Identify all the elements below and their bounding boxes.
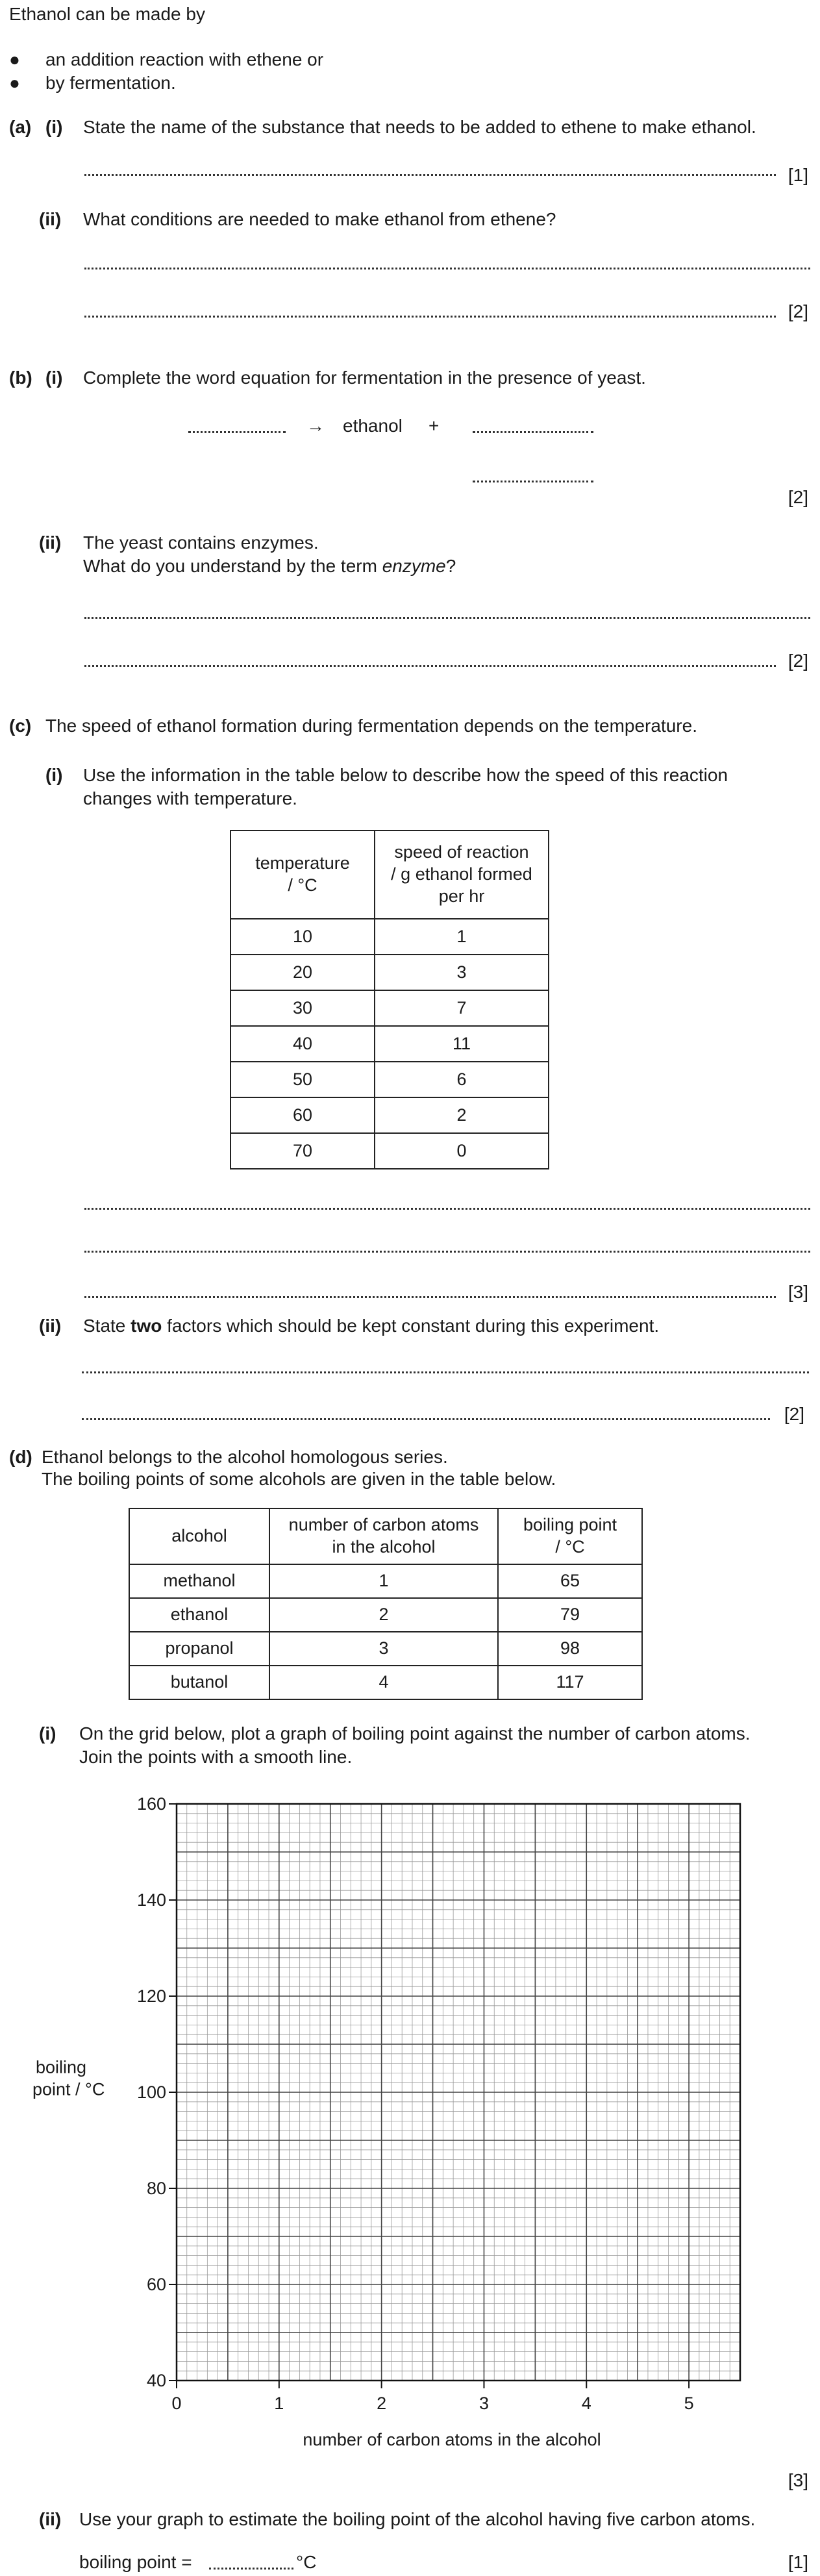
y-tick-label: 60 [146,2275,166,2294]
mark-d-i: [3] [788,2470,808,2490]
part-c-i-label: (i) [45,765,63,785]
part-a-label: (a) [9,117,32,137]
term-enzyme: enzyme [382,556,446,576]
y-tick-label: 80 [146,2179,166,2198]
answer-line-b-ii-1[interactable] [84,617,810,619]
part-d-label: (d) [9,1447,32,1467]
part-b-ii-label: (ii) [39,532,62,553]
cell-speed: 1 [375,919,549,955]
cell-temp: 40 [230,1026,375,1062]
cell-alcohol: propanol [129,1632,269,1666]
mark-b-ii: [2] [788,651,808,671]
table-row [230,1133,549,1169]
answer-line-c-i-3[interactable] [84,1296,776,1298]
equation-reactant-blank[interactable] [188,431,286,433]
bullet-addition: an addition reaction with ethene or [45,49,324,69]
part-d-i-line2: Join the points with a smooth line. [79,1747,353,1767]
table-row [230,1097,549,1133]
x-tick-label: 4 [581,2394,591,2413]
cell-temp: 20 [230,955,375,990]
header-alcohol: alcohol [129,1508,269,1564]
answer-line-a-ii-1[interactable] [84,268,810,269]
equation-product-blank[interactable] [473,431,593,433]
bullet-fermentation: by fermentation. [45,73,176,93]
mark-a-ii: [2] [788,301,808,321]
cell-alcohol: ethanol [129,1598,269,1632]
mark-c-ii: [2] [784,1404,804,1424]
part-c-i-line1: Use the information in the table below to describe how the speed of this reaction [83,765,728,785]
cell-temp: 10 [230,919,375,955]
bullet-icon: ● [9,73,20,93]
part-d-i-line1: On the grid below, plot a graph of boiling point against the number of carbon atoms. [79,1723,751,1744]
part-d-ii-label: (ii) [39,2509,62,2529]
table-row [230,990,549,1026]
cell-bp: 65 [498,1564,642,1598]
table-row [129,1598,642,1632]
part-c-ii-label: (ii) [39,1316,62,1336]
cell-alcohol: butanol [129,1666,269,1699]
part-b-ii-line2: What do you understand by the term enzyme? [83,556,456,576]
cell-temp: 50 [230,1062,375,1097]
part-a-i-label: (i) [45,117,63,137]
part-d-line1: Ethanol belongs to the alcohol homologous series. [42,1447,448,1467]
header-carbon-atoms: number of carbon atoms in the alcohol [269,1508,498,1564]
header-speed: speed of reaction / g ethanol formed per hr [375,831,549,919]
x-tick-label: 2 [377,2394,387,2413]
cell-temp: 60 [230,1097,375,1133]
y-axis-label-line2: point / °C [32,2079,105,2099]
mark-d-ii: [1] [788,2552,808,2572]
cell-alcohol: methanol [129,1564,269,1598]
cell-carbon: 4 [269,1666,498,1699]
equation-plus: + [429,416,440,436]
cell-temp: 70 [230,1133,375,1169]
part-d-ii-answer-unit: °C [296,2552,317,2572]
part-d-ii-question: Use your graph to estimate the boiling point of the alcohol having five carbon atoms. [79,2509,756,2529]
cell-bp: 79 [498,1598,642,1632]
part-b-i-label: (i) [45,368,63,388]
part-a-ii-label: (ii) [39,209,62,229]
answer-line-b-ii-2[interactable] [84,665,776,667]
header-temperature: temperature / °C [230,831,375,919]
cell-carbon: 1 [269,1564,498,1598]
answer-line-c-ii-1[interactable] [82,1371,809,1373]
mark-b-i: [2] [788,487,808,507]
part-c-intro: The speed of ethanol formation during fermentation depends on the temperature. [45,716,697,736]
table-row [129,1632,642,1666]
cell-speed: 11 [375,1026,549,1062]
header-boiling-point: boiling point / °C [498,1508,642,1564]
bullet-icon: ● [9,49,20,69]
part-d-ii-answer-label: boiling point = [79,2552,192,2572]
x-axis-label: number of carbon atoms in the alcohol [303,2430,601,2449]
y-tick-label: 40 [146,2371,166,2390]
alcohol-boiling-table [129,1508,643,1700]
cell-temp: 30 [230,990,375,1026]
temperature-speed-table [230,830,549,1169]
intro-text: Ethanol can be made by [9,4,205,24]
axis-tick-labels [137,1794,694,2413]
cell-speed: 2 [375,1097,549,1133]
table-row [230,955,549,990]
part-b-label: (b) [9,368,32,388]
part-a-ii-question: What conditions are needed to make ethanol from ethene? [83,209,556,229]
table-row [230,1026,549,1062]
cell-speed: 7 [375,990,549,1026]
part-b-i-question: Complete the word equation for fermentation in the presence of yeast. [83,368,646,388]
equation-extra-blank[interactable] [473,481,593,482]
answer-line-a-i[interactable] [84,174,776,176]
x-tick-label: 5 [684,2394,694,2413]
table-row [129,1564,642,1598]
y-tick-label: 120 [136,1986,166,2006]
cell-bp: 117 [498,1666,642,1699]
answer-blank-boiling-point[interactable] [209,2568,293,2570]
x-tick-label: 1 [274,2394,284,2413]
mark-a-i: [1] [788,165,808,185]
part-b-ii-line1: The yeast contains enzymes. [83,532,319,553]
table-row [230,919,549,955]
part-d-i-label: (i) [39,1723,56,1744]
part-a-i-question: State the name of the substance that needs to be added to ethene to make ethanol. [83,117,756,137]
y-axis-label-line1: boiling [36,2057,87,2077]
answer-line-a-ii-2[interactable] [84,316,776,318]
equation-product-ethanol: ethanol [343,416,403,436]
cell-speed: 6 [375,1062,549,1097]
cell-carbon: 3 [269,1632,498,1666]
axis-ticks [169,1804,689,2388]
table-row [129,1666,642,1699]
cell-speed: 0 [375,1133,549,1169]
x-tick-label: 3 [478,2394,489,2413]
table-row [230,1062,549,1097]
answer-line-c-ii-2[interactable] [82,1418,770,1420]
part-c-i-line2: changes with temperature. [83,788,297,808]
x-tick-label: 0 [171,2394,182,2413]
answer-line-c-i-1[interactable] [84,1208,810,1210]
part-d-line2: The boiling points of some alcohols are given in the table below. [42,1469,556,1489]
equation-arrow: → [306,416,325,436]
y-tick-label: 140 [136,1890,166,1910]
part-c-label: (c) [9,716,32,736]
y-tick-label: 100 [136,2082,166,2102]
cell-bp: 98 [498,1632,642,1666]
answer-line-c-i-2[interactable] [84,1251,810,1253]
boiling-point-grid-chart[interactable] [0,1779,820,2468]
part-c-ii-question: State two factors which should be kept constant during this experiment. [83,1316,660,1336]
mark-c-i: [3] [788,1282,808,1302]
cell-speed: 3 [375,955,549,990]
y-tick-label: 160 [136,1794,166,1814]
cell-carbon: 2 [269,1598,498,1632]
